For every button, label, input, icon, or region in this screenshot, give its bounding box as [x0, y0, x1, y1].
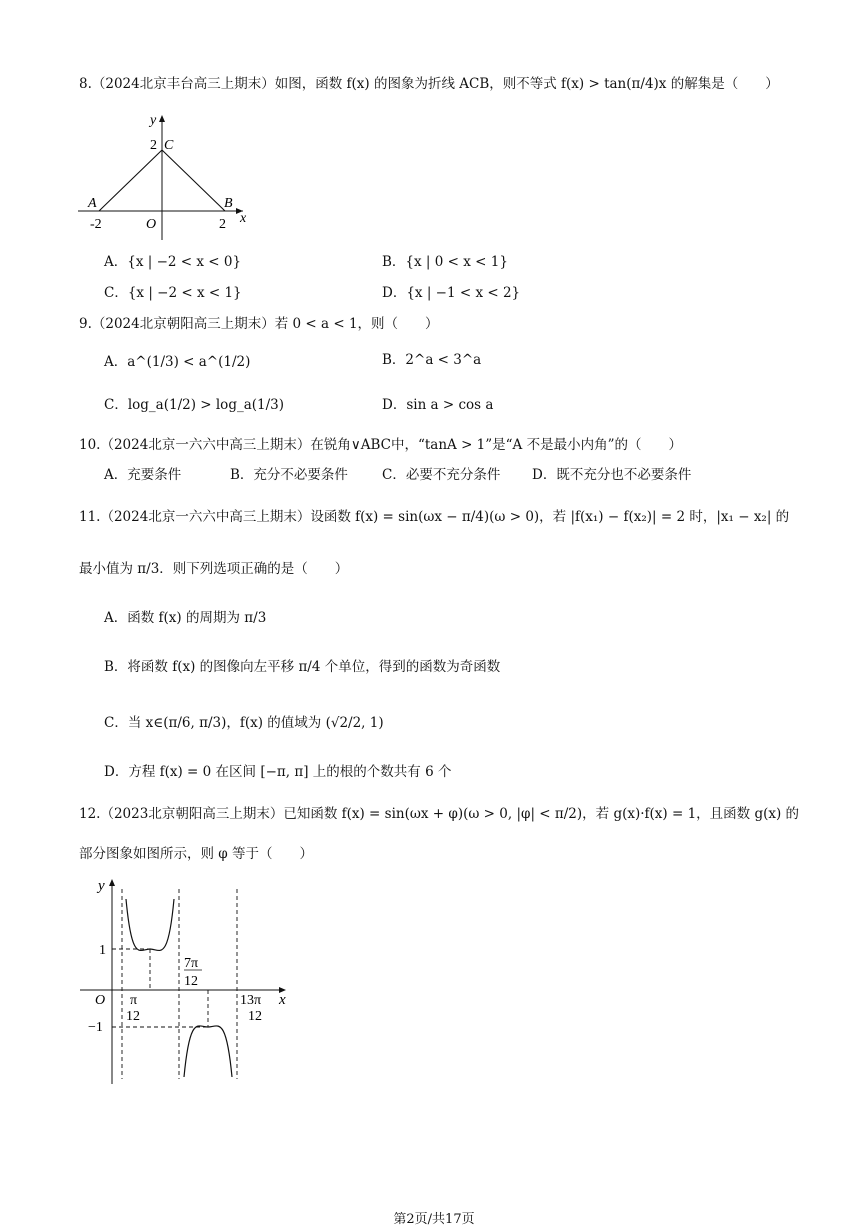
q12-tick-13pi-den: 12 — [248, 1009, 262, 1024]
q8-two-right: 2 — [219, 217, 226, 232]
q8-option-d[interactable]: D．{x | −1 < x < 2} — [382, 285, 521, 301]
q11-stem-line1: 11.（2024北京一六六中高三上期末）设函数 f(x) = sin(ωx − π/4)(ω > 0)，若 |f(x₁) − f(x₂)| = 2 时，|x₁ − x₂| 的 — [79, 509, 790, 525]
q8-y-label: y — [150, 113, 157, 128]
q12-tick-one: 1 — [99, 943, 106, 958]
q8-origin: O — [146, 217, 157, 232]
q9-option-c[interactable]: C．log_a(1/2) > log_a(1/3) — [104, 397, 285, 413]
q9-option-b[interactable]: B．2^a < 3^a — [382, 352, 482, 368]
q12-tick-7pi-den: 12 — [184, 974, 198, 989]
q11-option-c[interactable]: C．当 x∈(π/6, π/3)，f(x) 的值域为 (√2/2, 1) — [104, 715, 384, 731]
q8-point-b: B — [224, 196, 233, 211]
q12-x-label: x — [279, 992, 286, 1008]
q12-tick-7pi: 7π — [184, 956, 199, 971]
q12-graph-figure — [80, 874, 295, 1089]
q8-graph-figure — [78, 112, 253, 242]
q8-two-top: 2 — [150, 138, 157, 153]
q8-option-c[interactable]: C．{x | −2 < x < 1} — [104, 285, 242, 301]
q10-stem: 10.（2024北京一六六中高三上期末）在锐角∨ABC中，“tanA > 1”是“A 不是最小内角”的（ ） — [79, 437, 683, 453]
q11-option-d[interactable]: D．方程 f(x) = 0 在区间 [−π, π] 上的根的个数共有 6 个 — [104, 764, 452, 780]
q8-point-a: A — [88, 196, 97, 211]
q8-option-b[interactable]: B．{x | 0 < x < 1} — [382, 254, 508, 270]
q10-option-c[interactable]: C．必要不充分条件 — [382, 467, 501, 483]
q10-option-d[interactable]: D．既不充分也不必要条件 — [532, 467, 692, 483]
q8-neg2: -2 — [90, 217, 102, 232]
q11-option-b[interactable]: B．将函数 f(x) 的图像向左平移 π/4 个单位，得到的函数为奇函数 — [104, 659, 501, 675]
q12-stem-line1: 12.（2023北京朝阳高三上期末）已知函数 f(x) = sin(ωx + φ)(ω > 0, |φ| < π/2)，若 g(x)·f(x) = 1，且函数 g(x) 的 — [79, 806, 800, 822]
q12-tick-13pi: 13π — [240, 993, 262, 1008]
q12-tick-neg1: −1 — [88, 1020, 103, 1035]
q8-point-c: C — [164, 138, 174, 153]
q10-option-b[interactable]: B．充分不必要条件 — [230, 467, 348, 483]
q11-stem-line2: 最小值为 π/3．则下列选项正确的是（ ） — [79, 561, 349, 577]
q12-y-label: y — [98, 878, 105, 894]
q8-option-a[interactable]: A．{x | −2 < x < 0} — [104, 254, 242, 270]
q12-origin: O — [95, 993, 106, 1008]
q11-option-a[interactable]: A．函数 f(x) 的周期为 π/3 — [104, 610, 267, 626]
q8-x-label: x — [240, 211, 247, 226]
q12-stem-line2: 部分图象如图所示，则 φ 等于（ ） — [79, 846, 314, 862]
q9-stem: 9.（2024北京朝阳高三上期末）若 0 < a < 1，则（ ） — [79, 316, 439, 332]
q8-stem: 8.（2024北京丰台高三上期末）如图，函数 f(x) 的图象为折线 ACB，则不等式 f(x) > tan(π/4)x 的解集是（ ） — [79, 76, 779, 92]
q12-tick-pi: π — [130, 993, 138, 1008]
q10-option-a[interactable]: A．充要条件 — [104, 467, 182, 483]
page-footer: 第2页/共17页 — [393, 1212, 475, 1227]
q9-option-a[interactable]: A．a^(1/3) < a^(1/2) — [104, 354, 251, 370]
q9-option-d[interactable]: D．sin a > cos a — [382, 397, 494, 413]
q12-tick-pi-den: 12 — [126, 1009, 140, 1024]
